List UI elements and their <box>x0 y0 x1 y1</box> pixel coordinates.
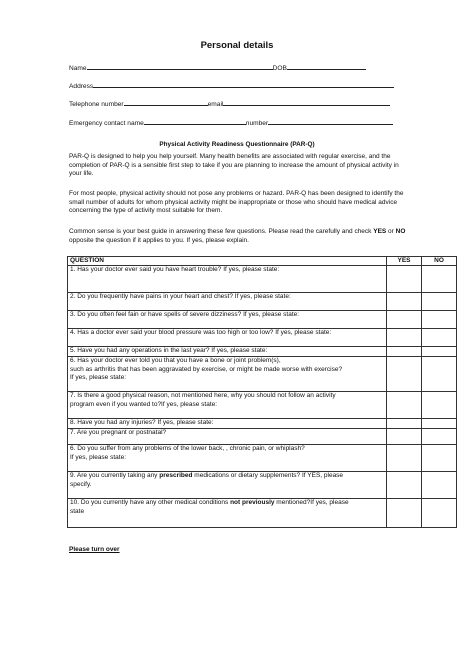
dob-label: DOB <box>272 65 287 72</box>
question-header: QUESTION <box>68 257 387 266</box>
question-emphasis: prescribed <box>159 472 193 480</box>
question-text: mentioned?If yes, please <box>274 499 349 507</box>
yes-checkbox-cell[interactable] <box>387 311 422 329</box>
question-cell: 7. Are you pregnant or postnatal? <box>68 429 387 445</box>
yes-checkbox-cell[interactable] <box>387 499 422 528</box>
question-line: such as arthritis that has been aggravated by exercise, or might be made worse with exercise? <box>70 365 343 373</box>
questionnaire-title: Physical Activity Readiness Questionnaire (PAR-Q) <box>159 141 315 148</box>
yes-checkbox-cell[interactable] <box>387 293 422 311</box>
name-field-row <box>69 62 366 72</box>
intro-paragraph-3 <box>69 228 409 245</box>
question-cell <box>68 472 387 499</box>
telephone-label: Telephone number <box>69 101 124 108</box>
intro-3-yes: YES <box>373 228 387 235</box>
table-row <box>68 311 457 329</box>
question-cell <box>68 499 387 528</box>
emergency-field-row <box>69 117 393 127</box>
email-field[interactable] <box>223 98 390 106</box>
number-label: number <box>245 120 269 127</box>
question-cell: 5. Have you had any operations in the last year? If yes, please state: <box>68 347 387 357</box>
no-checkbox-cell[interactable] <box>422 429 457 445</box>
question-line <box>70 499 384 507</box>
table-row <box>68 266 457 293</box>
intro-3-text-a: Common sense is your best guide in answering these few questions. Please read the carefully and check <box>69 228 374 235</box>
yes-checkbox-cell[interactable] <box>387 445 422 472</box>
name-field[interactable] <box>87 62 273 70</box>
table-row <box>68 293 457 311</box>
yes-checkbox-cell[interactable] <box>387 429 422 445</box>
no-checkbox-cell[interactable] <box>422 329 457 347</box>
turn-over-note: Please turn over <box>69 546 120 553</box>
table-row <box>68 429 457 445</box>
table-row <box>68 347 457 357</box>
intro-paragraph-2: For most people, physical activity should not pose any problems or hazard. PAR-Q has been designed to identify the small number of adults for whom physical activity might be inappropriate or those who should have medical advice concerning the type of activity most suitable for them. <box>69 190 404 215</box>
question-line <box>70 472 384 480</box>
no-checkbox-cell[interactable] <box>422 419 457 429</box>
question-cell: 2. Do you frequently have pains in your heart and chest? If yes, please state: <box>68 293 387 311</box>
table-row <box>68 419 457 429</box>
question-text: medications or dietary supplements? If YES, please <box>192 472 344 480</box>
intro-3-no: NO <box>395 228 406 235</box>
question-line: 6. Has your doctor ever told you that you have a bone or joint problem(s), <box>70 357 281 365</box>
no-checkbox-cell[interactable] <box>422 347 457 357</box>
table-row <box>68 329 457 347</box>
question-line: program even if you wanted to?If yes, please state: <box>70 400 218 408</box>
question-line: state <box>70 507 85 515</box>
address-field-row <box>69 80 394 90</box>
question-cell <box>68 357 387 392</box>
yes-header: YES <box>387 257 422 266</box>
table-header-row <box>68 257 457 266</box>
yes-checkbox-cell[interactable] <box>387 419 422 429</box>
page-title: Personal details <box>200 40 274 51</box>
emergency-contact-label: Emergency contact name <box>69 120 144 127</box>
question-cell: 3. Do you often feel fain or have spells of severe dizziness? If yes, please state: <box>68 311 387 329</box>
no-checkbox-cell[interactable] <box>422 499 457 528</box>
name-label: Name <box>69 65 87 72</box>
question-emphasis: not previously <box>230 499 275 507</box>
yes-checkbox-cell[interactable] <box>387 392 422 419</box>
question-line: specify. <box>70 480 92 488</box>
intro-paragraph-1: PAR-Q is designed to help you help yourself. Many health benefits are associated with regular exercise, and the completion of PAR-Q is a sensible first step to take if you are planning to increase the amount of physical activity in your life. <box>69 153 399 178</box>
no-checkbox-cell[interactable] <box>422 293 457 311</box>
question-text: 9. Are you currently taking any <box>70 472 160 480</box>
telephone-field-row <box>69 98 390 108</box>
question-cell: 1. Has your doctor ever said you have heart trouble? If yes, please state: <box>68 266 387 293</box>
question-cell <box>68 392 387 419</box>
yes-checkbox-cell[interactable] <box>387 329 422 347</box>
intro-3-text-b: opposite the question if it applies to you. If yes, please explain. <box>69 236 249 244</box>
telephone-field[interactable] <box>124 98 208 106</box>
yes-checkbox-cell[interactable] <box>387 347 422 357</box>
question-cell: 4. Has a doctor ever said your blood pressure was too high or too low? If yes, please state: <box>68 329 387 347</box>
no-checkbox-cell[interactable] <box>422 357 457 392</box>
question-cell: 8. Have you had any injuries? If yes, please state: <box>68 419 387 429</box>
parq-table <box>67 256 457 528</box>
no-checkbox-cell[interactable] <box>422 445 457 472</box>
address-field[interactable] <box>93 80 394 88</box>
question-line: 7. Is there a good physical reason, not mentioned here, why you should not follow an activity <box>70 392 336 400</box>
emergency-contact-field[interactable] <box>144 117 246 125</box>
question-cell <box>68 445 387 472</box>
question-line: 6. Do you suffer from any problems of the lower back, , chronic pain, or whiplash? <box>70 445 305 453</box>
yes-checkbox-cell[interactable] <box>387 472 422 499</box>
address-label: Address <box>69 83 94 90</box>
intro-3-or: or <box>386 228 396 235</box>
no-header: NO <box>422 257 457 266</box>
question-text: 10. Do you currently have any other medical conditions <box>70 499 231 507</box>
no-checkbox-cell[interactable] <box>422 311 457 329</box>
question-line: If yes, please state: <box>70 374 127 382</box>
yes-checkbox-cell[interactable] <box>387 266 422 293</box>
table-row <box>68 445 457 472</box>
table-row <box>68 499 457 528</box>
email-label: email <box>207 101 224 108</box>
no-checkbox-cell[interactable] <box>422 392 457 419</box>
yes-checkbox-cell[interactable] <box>387 357 422 392</box>
emergency-number-field[interactable] <box>268 117 393 125</box>
no-checkbox-cell[interactable] <box>422 266 457 293</box>
table-row <box>68 392 457 419</box>
no-checkbox-cell[interactable] <box>422 472 457 499</box>
table-row <box>68 472 457 499</box>
dob-field[interactable] <box>287 62 366 70</box>
table-row <box>68 357 457 392</box>
question-line: If yes, please state: <box>70 453 127 461</box>
